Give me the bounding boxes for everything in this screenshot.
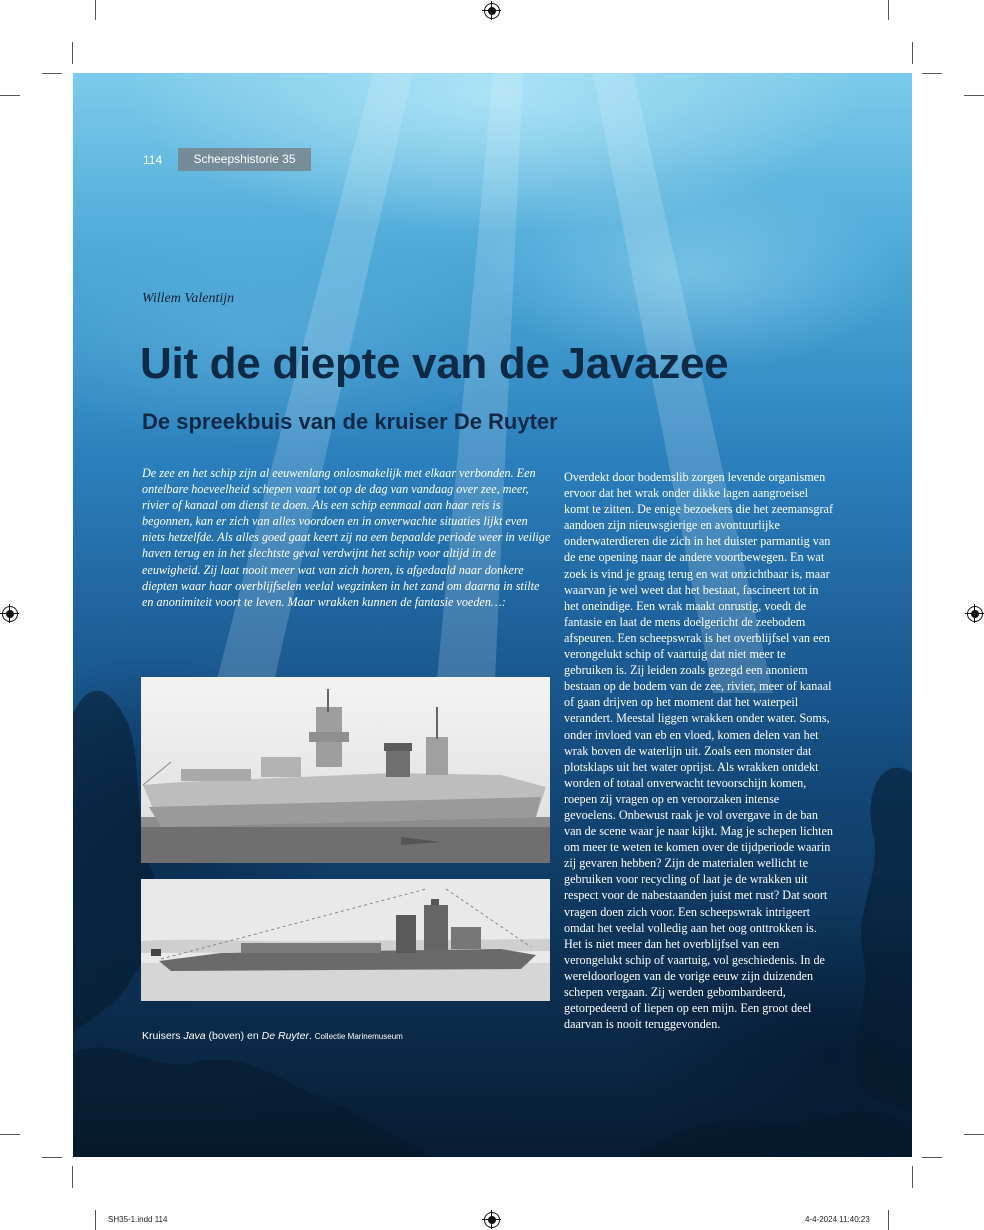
crop-mark <box>72 42 73 64</box>
registration-mark-icon <box>967 606 983 622</box>
caption-ship-de-ruyter: De Ruyter <box>261 1030 309 1042</box>
section-tag: Scheepshistorie 35 <box>178 148 311 171</box>
article-subtitle: De spreekbuis van de kruiser De Ruyter <box>142 409 558 434</box>
caption-ship-java: Java <box>183 1030 206 1042</box>
photo-caption <box>142 1030 403 1042</box>
article-title: Uit de diepte van de Javazee <box>140 339 729 388</box>
crop-mark <box>922 1157 942 1158</box>
registration-mark-icon <box>484 1212 500 1228</box>
crop-mark <box>95 1210 96 1230</box>
page-number: 114 <box>143 153 163 167</box>
crop-mark <box>0 1134 20 1135</box>
caption-middle: (boven) en <box>205 1030 262 1042</box>
author-byline: Willem Valentijn <box>142 291 235 306</box>
crop-mark <box>964 95 984 96</box>
crop-mark <box>964 1134 984 1135</box>
slug-file-info: SH35-1.indd 114 <box>108 1215 168 1224</box>
slug-datetime: 4-4-2024 11:40:23 <box>805 1215 870 1224</box>
lead-paragraph: De zee en het schip zijn al eeuwenlang onlosmakelijk met elkaar verbonden. Een ontelbare hoeveelheid schepen vaart tot op de dag van vandaag over zee, meer, rivier of kanaal om dienst te doen. Als een schip eenmaal aan haar reis is begonnen, kan er zich van alles voordoen en in onverwachte situaties lijkt even niets hetzelfde. Als alles goed gaat keert zij na een bepaalde periode weer in veilige haven terug en in het slechtste geval verdwijnt het schip voor altijd in de eeuwigheid. Zij laat nooit meer wat van zich horen, is afgedaald naar donkere diepten waar haar overblijfselen veelal wegzinken in het zand om daarna in stilte en anonimiteit voort te leven. Maar wrakken kunnen de fantasie voeden…: <box>142 466 551 609</box>
crop-mark <box>888 1210 889 1230</box>
crop-mark <box>42 73 62 74</box>
crop-mark <box>912 42 913 64</box>
photo-cruiser-de-ruyter <box>141 879 550 1001</box>
caption-credit: Collectie Marinemuseum <box>314 1032 403 1041</box>
registration-mark-icon <box>484 3 500 19</box>
body-text: Overdekt door bodemslib zorgen levende organismen ervoor dat het wrak onder dikke lagen aangroeisel komt te zitten. De enige bezoekers die het zeemansgraf aandoen zijn nieuwsgierige en avontuurlijke onderwaterdieren die zich in het duister parmantig van de ene opening naar de andere voortbewegen. En wat zoek is vind je graag terug en wat onzichtbaar is, maar waarvan je wel weet dat het bestaat, fascineert tot in het oneindige. Een wrak maakt onrustig, voedt de fantasie en laat de mens doelgericht de zeebodem afspeuren. Een scheepswrak is het overblijfsel van een verongelukt schip of vaartuig dat niet meer te gebruiken is. Zij leiden zoals gezegd een anoniem bestaan op de bodem van de zee, rivier, meer of kanaal of gaan drijven op het moment dat het waterpeil verandert. Meestal liggen wrakken onder water. Soms, onder invloed van eb en vloed, komen delen van het wrak boven de waterlijn uit. Zoals een monster dat plotsklaps uit het water oprijst. Als wrakken ontdekt worden of totaal onverwacht tevoorschijn komen, roepen zij vragen op en veroorzaken intense gevoelens. Onbewust raak je vol overgave in de ban van de scene waar je naar kijkt. Mag je schepen lichten om meer te weten te komen over de tijdperiode waarin zij gevaren hebben? Zijn de materialen wellicht te gebruiken voor recycling of laat je de wrakken uit respect voor de nabestaanden juist met rust? Dat soort vragen doen zich voor. Een scheepswrak intrigeert omdat het veelal volledig aan het oog onttrokken is. Het is niet meer dan het overblijfsel van een verongelukt schip of vaartuig, vol geschiedenis. In de wereldoorlogen van de vorige eeuw zijn duizenden schepen vergaan. Zij werden gebombardeerd, getorpedeerd of liepen op een mijn. Een groot deel daarvan is nooit teruggevonden. <box>564 470 834 1032</box>
crop-mark <box>42 1157 62 1158</box>
registration-mark-icon <box>2 606 18 622</box>
crop-mark <box>922 73 942 74</box>
crop-mark <box>0 95 20 96</box>
caption-prefix: Kruisers <box>142 1030 184 1042</box>
magazine-page <box>73 73 912 1157</box>
caption-separator: . <box>308 1030 315 1042</box>
crop-mark <box>912 1166 913 1188</box>
photo-cruiser-java <box>141 677 550 863</box>
crop-mark <box>95 0 96 20</box>
crop-mark <box>72 1166 73 1188</box>
crop-mark <box>888 0 889 20</box>
